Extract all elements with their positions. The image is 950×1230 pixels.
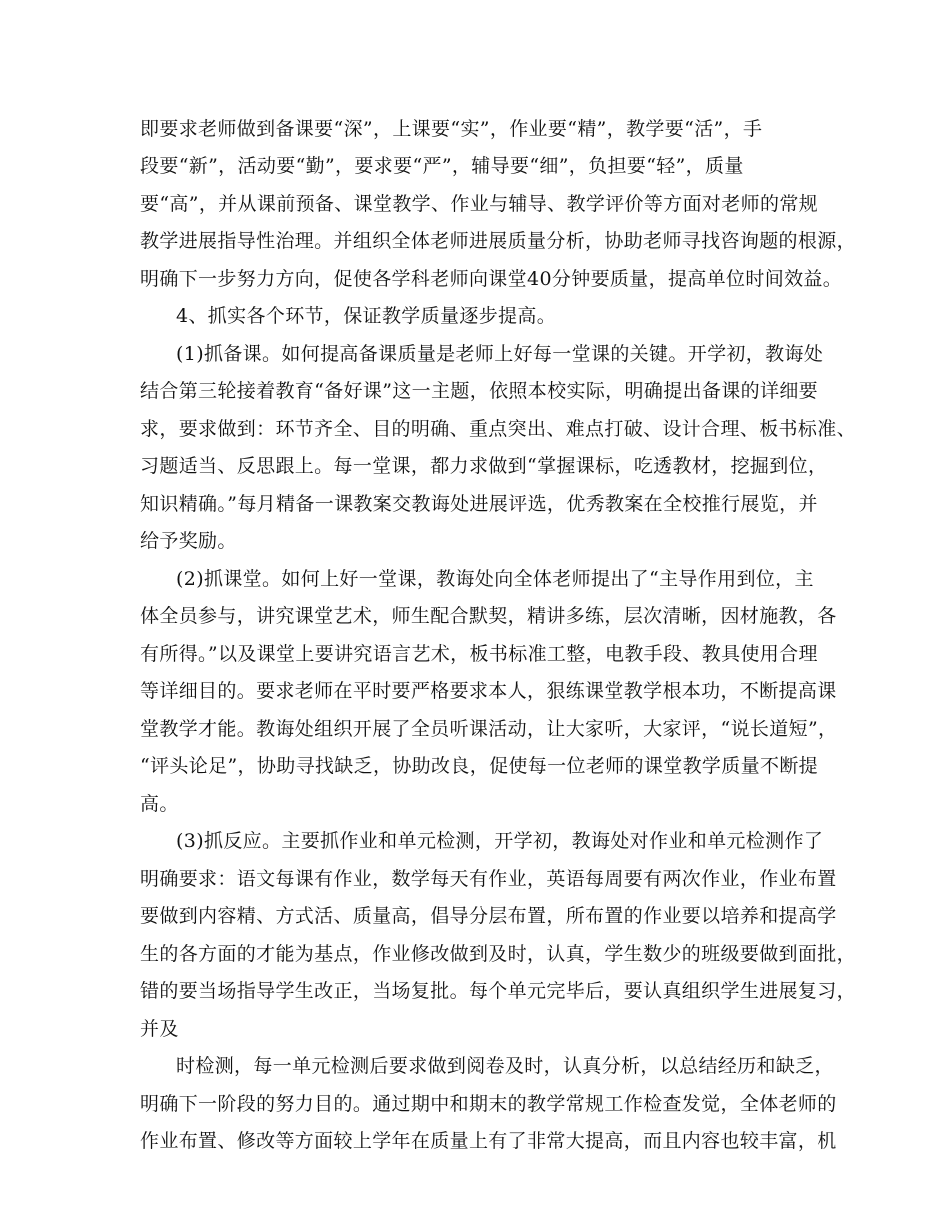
text-line-8: 结合第三轮接着教育“备好课”这一主题，依照本校实际，明确提出备课的详细要 — [140, 380, 819, 402]
text-line-7: (1)抓备课。如何提高备课质量是老师上好每一堂课的关键。开学初，教诲处 — [176, 343, 824, 365]
text-line-28: 作业布置、修改等方面较上学年在质量上有了非常大提高，而且内容也较丰富，机 — [140, 1130, 837, 1152]
text-line-26: 时检测，每一单元检测后要求做到阅卷及时，认真分析，以总结经历和缺乏， — [176, 1055, 834, 1077]
text-line-10: 习题适当、反思跟上。每一堂课，都力求做到“掌握课标，吃透教材，挖掘到位， — [140, 455, 828, 477]
text-line-15: 有所得。”以及课堂上要讲究语言艺术，板书标准工整，电教手段、教具使用合理 — [140, 643, 818, 665]
text-line-21: 明确要求：语文每课有作业，数学每天有作业，英语每周要有两次作业，作业布置 — [140, 868, 837, 890]
text-line-20: (3)抓反应。主要抓作业和单元检测，开学初，教诲处对作业和单元检测作了 — [176, 830, 824, 852]
text-line-6: 4、抓实各个环节，保证教学质量逐步提高。 — [176, 305, 557, 327]
text-line-13: (2)抓课堂。如何上好一堂课，教诲处向全体老师提出了“主导作用到位，主 — [176, 568, 814, 590]
text-line-3: 要“高”，并从课前预备、课堂教学、作业与辅导、教学评价等方面对老师的常规 — [140, 193, 819, 215]
text-line-2: 段要“新”，活动要“勤”，要求要“严”，辅导要“细”，负担要“轻”，质量 — [140, 155, 744, 177]
text-line-9: 求，要求做到：环节齐全、目的明确、重点突出、难点打破、设计合理、板书标准、 — [140, 418, 856, 440]
text-line-27: 明确下一阶段的努力目的。通过期中和期末的教学常规工作检查发觉，全体老师的 — [140, 1093, 837, 1115]
text-line-14: 体全员参与，讲究课堂艺术，师生配合默契，精讲多练，层次清晰，因材施教，各 — [140, 605, 837, 627]
text-line-16: 等详细目的。要求老师在平时要严格要求本人，狠练课堂教学根本功，不断提高课 — [140, 680, 837, 702]
text-line-24: 错的要当场指导学生改正，当场复批。每个单元完毕后，要认真组织学生进展复习， — [140, 980, 856, 1002]
text-line-4: 教学进展指导性治理。并组织全体老师进展质量分析，协助老师寻找咨询题的根源， — [140, 230, 856, 252]
text-line-11: 知识精确。”每月精备一课教案交教诲处进展评选，优秀教案在全校推行展览，并 — [140, 493, 818, 515]
text-line-19: 高。 — [140, 793, 179, 815]
text-line-23: 生的各方面的才能为基点，作业修改做到及时，认真，学生数少的班级要做到面批， — [140, 943, 856, 965]
text-line-25: 并及 — [140, 1018, 179, 1040]
text-line-5: 明确下一步努力方向，促使各学科老师向课堂40分钟要质量，提高单位时间效益。 — [140, 268, 843, 290]
text-line-1: 即要求老师做到备课要“深”，上课要“实”，作业要“精”，教学要“活”，手 — [140, 118, 763, 140]
text-line-22: 要做到内容精、方式活、质量高，倡导分层布置，所布置的作业要以培养和提高学 — [140, 905, 837, 927]
text-line-17: 堂教学才能。教诲处组织开展了全员听课活动，让大家听，大家评，“说长道短”， — [140, 718, 838, 740]
text-line-18: “评头论足”，协助寻找缺乏，协助改良，促使每一位老师的课堂教学质量不断提 — [140, 755, 819, 777]
text-line-12: 给予奖励。 — [140, 530, 237, 552]
